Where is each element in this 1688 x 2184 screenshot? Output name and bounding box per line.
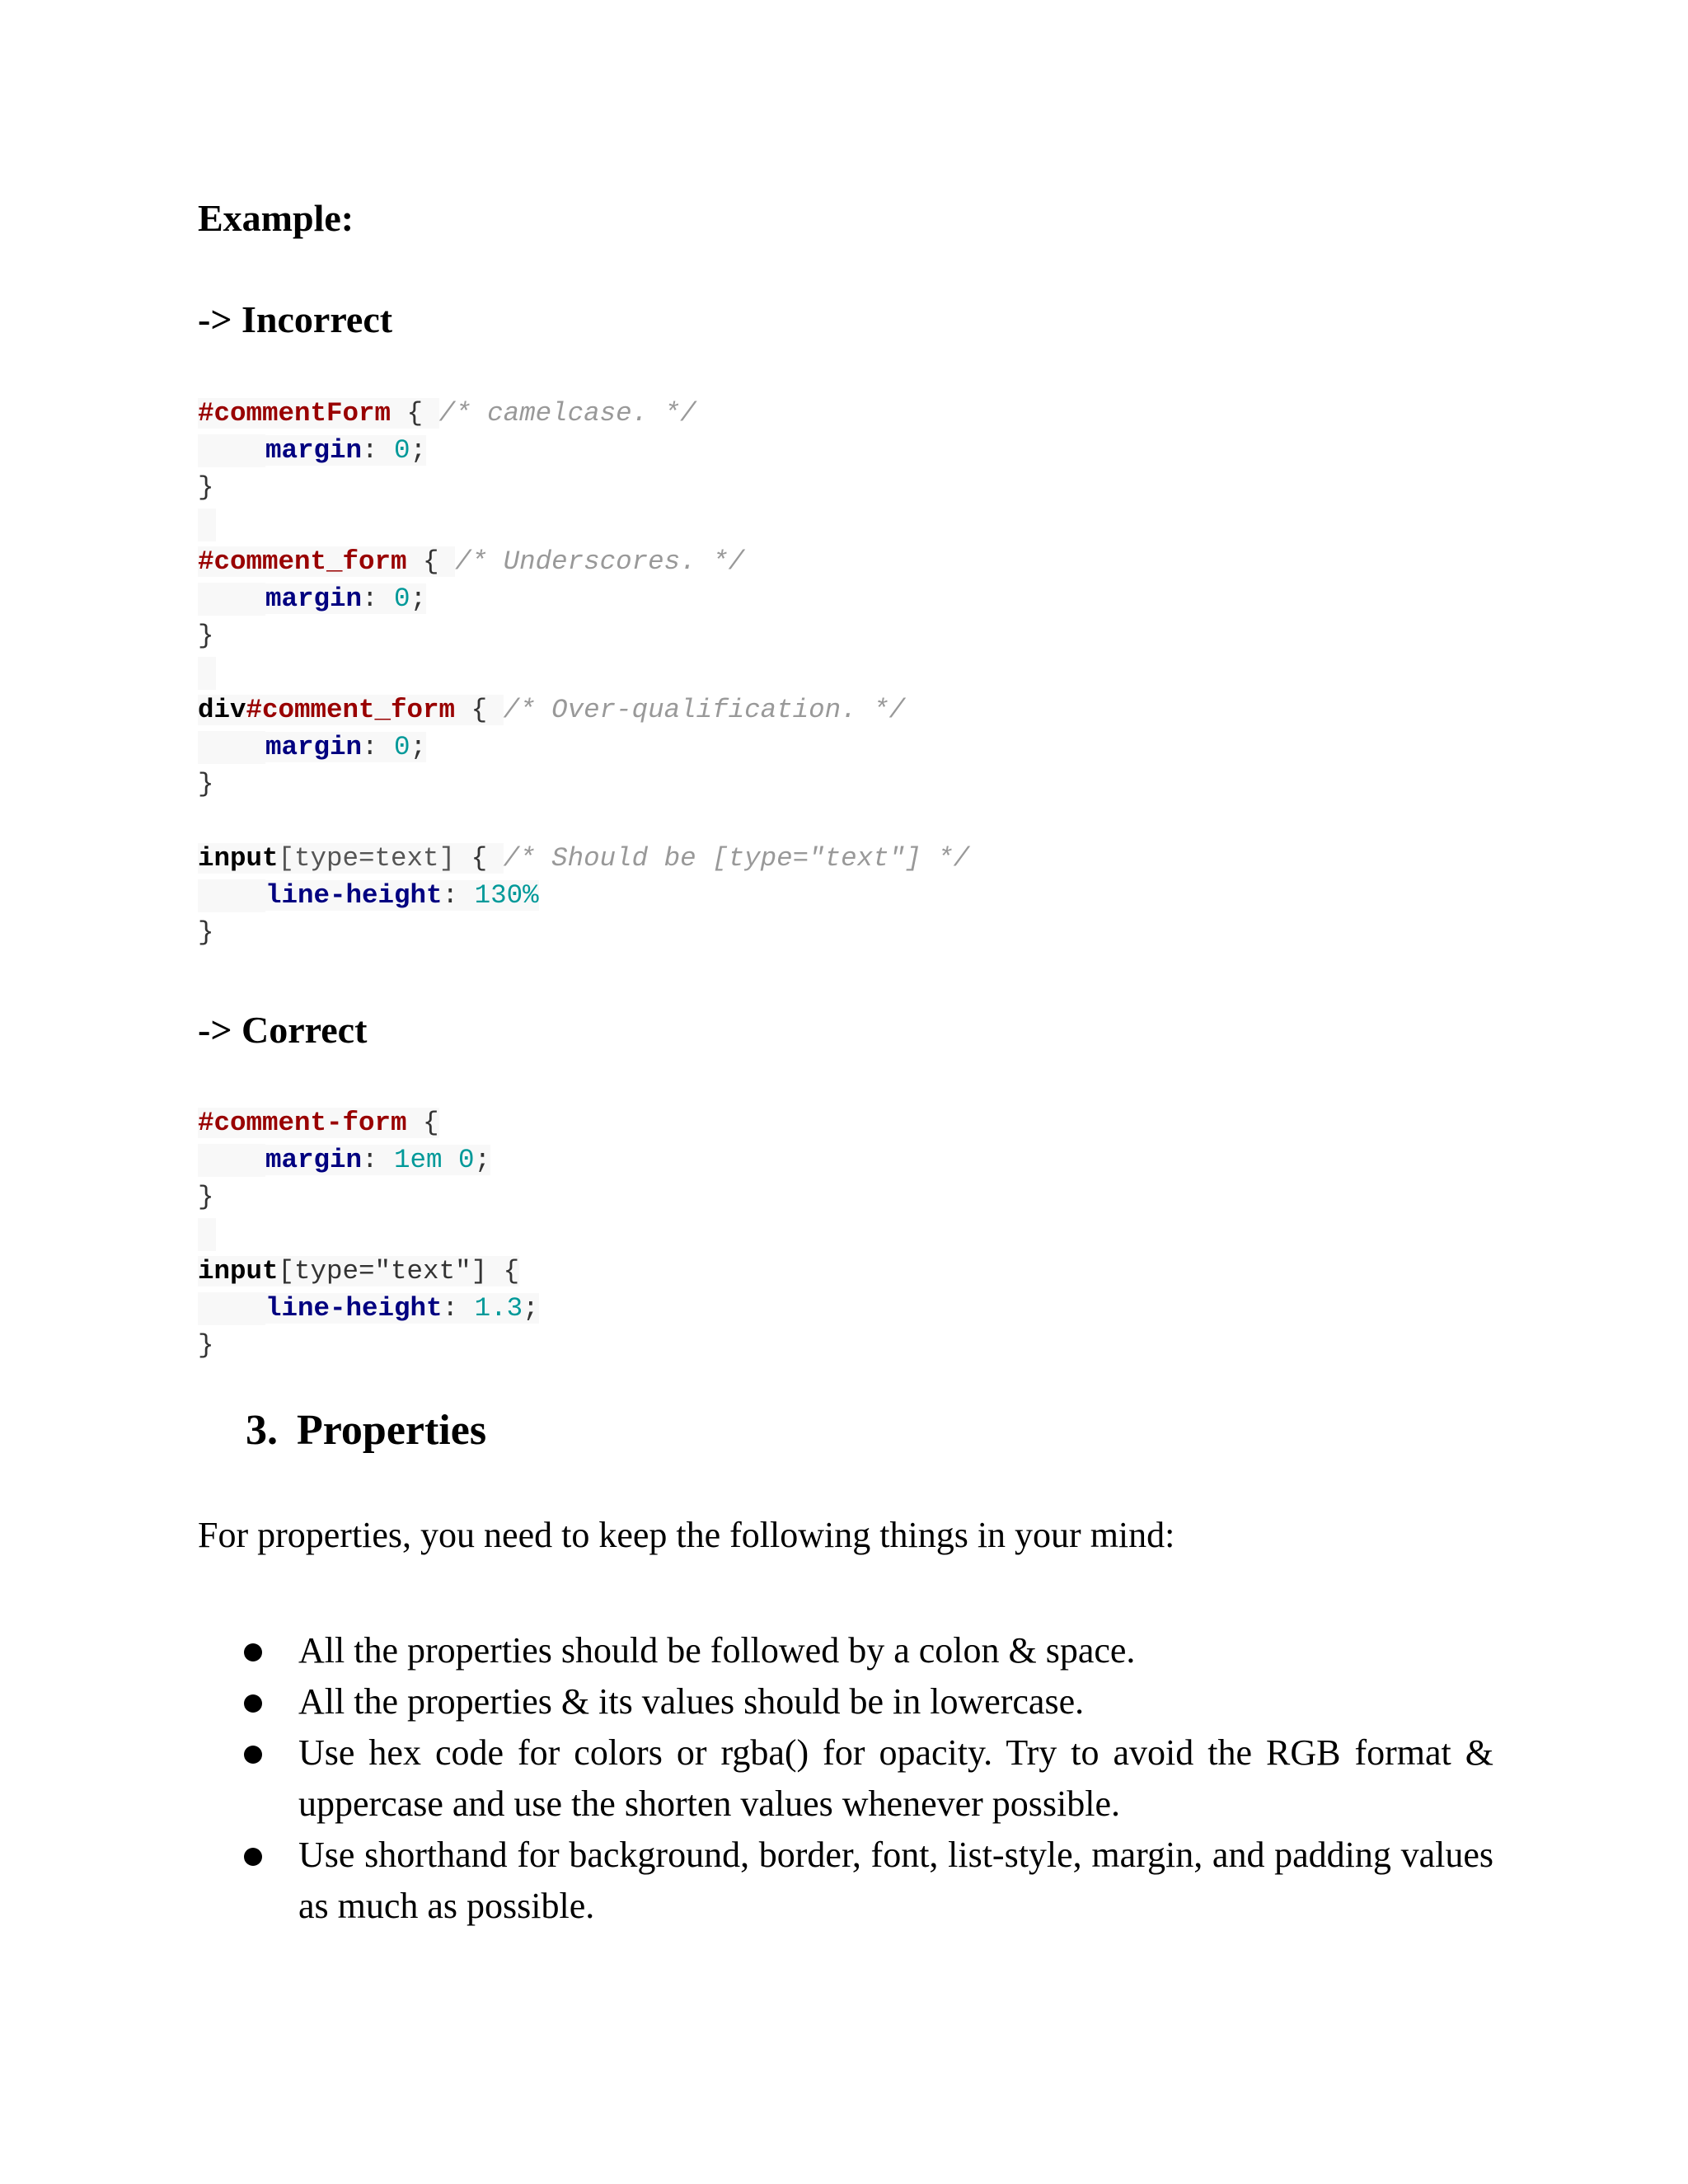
code-selector: #comment_form [246, 695, 456, 725]
code-closing-brace: } [198, 472, 214, 503]
code-closing-brace: } [198, 1330, 214, 1361]
code-selector: #comment_form [198, 546, 407, 577]
code-value: 0 [394, 435, 410, 466]
bullet-icon [244, 1694, 262, 1713]
code-comment: /* Underscores. */ [455, 546, 745, 577]
code-line: line-height: 1.3; [198, 1292, 539, 1325]
list-item: Use shorthand for background, border, font, list-style, margin, and padding values as much as possible. [198, 1830, 1493, 1932]
code-value: 130% [474, 880, 539, 911]
code-tag: div [198, 695, 246, 725]
code-value: 0 [394, 583, 410, 614]
code-closing-brace: } [198, 1182, 214, 1212]
code-property: margin [265, 583, 363, 614]
code-closing-brace: } [198, 917, 214, 948]
code-line: margin: 0; [198, 731, 426, 764]
code-selector: #commentForm [198, 398, 392, 429]
code-blank-line [198, 657, 216, 690]
code-property: margin [265, 435, 363, 466]
intro-paragraph: For properties, you need to keep the following things in your mind: [198, 1515, 1175, 1555]
code-line: margin: 1em 0; [198, 1144, 490, 1177]
bullet-list [198, 1625, 1493, 1932]
code-value: 1.3 [474, 1293, 523, 1324]
code-blank-line [198, 509, 216, 541]
code-property: margin [265, 732, 363, 762]
code-line: #comment_form { /* Underscores. */ [198, 546, 745, 577]
list-item: All the properties & its values should be in lowercase. [198, 1676, 1493, 1727]
code-property: margin [265, 1145, 363, 1175]
code-comment: /* Should be [type="text"] */ [503, 843, 970, 874]
code-line: input[type=text] { /* Should be [type="text"] */ [198, 843, 970, 874]
code-closing-brace: } [198, 621, 214, 651]
bullet-icon [244, 1848, 262, 1866]
section-number: 3. [246, 1407, 278, 1454]
code-line: line-height: 130% [198, 879, 539, 912]
heading-example: Example: [198, 197, 354, 239]
code-selector: #comment-form [198, 1108, 407, 1138]
bullet-icon [244, 1746, 262, 1764]
code-closing-brace: } [198, 769, 214, 799]
code-tag: input [198, 843, 279, 874]
code-value: 0 [394, 732, 410, 762]
list-item: Use hex code for colors or rgba() for opacity. Try to avoid the RGB format & uppercase and use the shorten values whenever possible. [198, 1727, 1493, 1830]
code-line: #comment-form { [198, 1108, 439, 1138]
code-blank-line [198, 1218, 216, 1251]
code-line: div#comment_form { /* Over-qualification. */ [198, 695, 906, 725]
list-item: All the properties should be followed by a colon & space. [198, 1625, 1493, 1676]
bullet-icon [244, 1643, 262, 1661]
code-line: margin: 0; [198, 434, 426, 467]
code-tag: input [198, 1256, 279, 1286]
code-line: #commentForm { /* camelcase. */ [198, 398, 696, 429]
heading-correct: -> Correct [198, 1009, 368, 1051]
code-line: margin: 0; [198, 583, 426, 616]
code-property: line-height [265, 880, 443, 911]
heading-incorrect: -> Incorrect [198, 298, 393, 340]
code-value: 1em 0 [394, 1145, 475, 1175]
code-attribute: [type="text"] [278, 1256, 488, 1286]
code-comment: /* camelcase. */ [438, 398, 696, 429]
code-comment: /* Over-qualification. */ [503, 695, 906, 725]
code-property: line-height [265, 1293, 443, 1324]
section-title: Properties [297, 1407, 487, 1454]
code-line: input[type="text"] { [198, 1256, 520, 1286]
code-attribute: [type=text] [278, 843, 456, 874]
